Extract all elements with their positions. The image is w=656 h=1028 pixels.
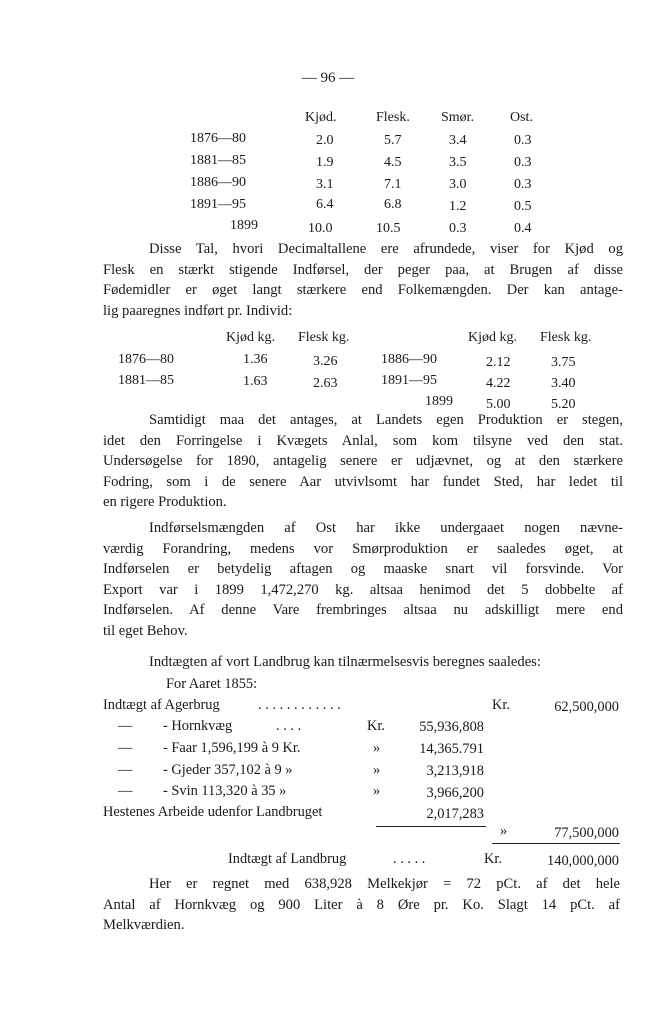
ditto-mark: »: [373, 762, 381, 778]
table-row-period: 1886—90: [381, 352, 437, 367]
text-line: Disse Tal, hvori Decimaltallene ere afrundede, viser for Kjød og: [149, 241, 623, 257]
ditto-dash: —: [118, 718, 133, 734]
row-label: - Faar 1,596,199 à 9 Kr.: [163, 740, 301, 756]
table-header-flesk: Flesk.: [376, 110, 410, 125]
text-line: Antal af Hornkvæg og 900 Liter à 8 Øre pr. Ko. Slagt 14 pCt. af: [103, 896, 620, 913]
table-cell: 6.8: [384, 197, 402, 212]
text-line: til eget Behov.: [103, 622, 188, 639]
amount: 3,213,918: [426, 763, 484, 779]
text-line: en rigere Produktion.: [103, 494, 227, 511]
table-row-period: 1891—95: [381, 373, 437, 388]
paragraph-1: [103, 239, 623, 321]
text-line: Undersøgelse for 1890, antagelig senere er udjævnet, og at den stærkere: [103, 453, 623, 470]
text-line: Indtægten af vort Landbrug kan tilnærmelsesvis beregnes saaledes:: [149, 654, 541, 670]
row-label: - Gjeder 357,102 à 9 »: [163, 762, 293, 778]
table-header-kjod: Kjød kg.: [468, 330, 517, 345]
sum-rule: [492, 843, 620, 844]
text-line: Fødemidler er øget langt stærkere end Folkemængden. Der kan antage-: [103, 282, 623, 299]
table-row-period: 1899: [425, 394, 453, 409]
amount: 77,500,000: [554, 825, 619, 841]
table-cell: 2.63: [313, 376, 338, 391]
table-cell: 5.20: [551, 397, 576, 412]
table-cell: 3.5: [449, 155, 467, 170]
ditto-mark: »: [373, 740, 381, 756]
table-cell: 10.5: [376, 221, 401, 236]
table-cell: 3.4: [449, 133, 467, 148]
sum-rule: [376, 826, 486, 827]
ditto-dash: —: [118, 783, 133, 799]
table-cell: 5.00: [486, 397, 511, 412]
table-cell: 0.3: [514, 177, 532, 192]
page-number: — 96 —: [301, 70, 355, 86]
table-header-flesk: Flesk kg.: [298, 330, 350, 345]
text-line: Indførselen. Af denne Vare frembringes altsaa nu adskilligt mere end: [103, 602, 623, 619]
table-header-ost: Ost.: [510, 110, 533, 125]
amount: 14,365.791: [419, 741, 484, 757]
paragraph-2: [103, 410, 623, 513]
amount: 2,017,283: [426, 806, 484, 822]
paragraph-5: [103, 874, 620, 936]
text-line: Flesk en stærkt stigende Indførsel, der peger paa, at Brugen af disse: [103, 261, 623, 278]
text-line: Fodring, som i de senere Aar utvivlsomt har fundet Sted, har ledet til: [103, 473, 623, 490]
currency: Kr.: [367, 718, 385, 734]
table-header-kjod: Kjød.: [305, 110, 337, 125]
row-label: Indtægt af Agerbrug: [103, 697, 220, 713]
text-line: lig paaregnes indført pr. Individ:: [103, 302, 293, 319]
amount: 140,000,000: [547, 853, 619, 869]
text-line: Samtidigt maa det antages, at Landets egen Produktion er stegen,: [149, 412, 623, 428]
table-cell: 10.0: [308, 221, 333, 236]
currency: Kr.: [484, 851, 502, 867]
table-header-flesk: Flesk kg.: [540, 330, 592, 345]
text-line: Melkværdien.: [103, 917, 185, 934]
amount: 62,500,000: [554, 699, 619, 715]
table-cell: 5.7: [384, 133, 402, 148]
table-cell: 0.4: [514, 221, 532, 236]
table-row-period: 1881—85: [118, 373, 174, 388]
table-cell: 0.3: [449, 221, 467, 236]
table-cell: 3.26: [313, 354, 338, 369]
table-cell: 2.0: [316, 133, 334, 148]
table-cell: 1.36: [243, 352, 268, 367]
row-label: Hestenes Arbeide udenfor Landbruget: [103, 804, 323, 820]
table-row-period: 1876—80: [118, 352, 174, 367]
table-cell: 4.5: [384, 155, 402, 170]
table-cell: 2.12: [486, 355, 511, 370]
paragraph-4: [103, 652, 623, 673]
text-line: Her er regnet med 638,928 Melkekjør = 72 pCt. af det hele: [149, 876, 620, 892]
table-cell: 3.1: [316, 177, 334, 192]
ditto-mark: »: [373, 783, 381, 799]
table-cell: 1.2: [449, 199, 467, 214]
row-label: Indtægt af Landbrug: [228, 851, 347, 867]
table-cell: 7.1: [384, 177, 402, 192]
text-line: Indførselsmængden af Ost har ikke undergaaet nogen nævne-: [149, 520, 623, 536]
table-row-period: 1876—80: [190, 131, 246, 146]
text-line: Export var i 1899 1,472,270 kg. altsaa henimod det 5 dobbelte af: [103, 581, 623, 598]
table-cell: 0.3: [514, 133, 532, 148]
paragraph-3: [103, 518, 623, 642]
table-row-period: 1881—85: [190, 153, 246, 168]
table-cell: 0.5: [514, 199, 532, 214]
table-cell: 3.40: [551, 376, 576, 391]
table-row-period: 1886—90: [190, 175, 246, 190]
table-cell: 4.22: [486, 376, 511, 391]
table-row-period: 1899: [230, 218, 258, 233]
text-line: værdig Forandring, medens vor Smørproduktion er saaledes øget, at: [103, 540, 623, 557]
row-label: - Svin 113,320 à 35 »: [163, 783, 287, 799]
row-label: - Hornkvæg: [163, 718, 233, 734]
text-line: idet den Forringelse i Kvægets Anlal, som kom tilsyne ved den stat.: [103, 432, 623, 449]
text-line: Indførselen er betydelig aftagen og maaske snart vil forsvinde. Vor: [103, 561, 623, 578]
table-cell: 1.9: [316, 155, 334, 170]
leader-dots: . . . . . . . . . . . .: [258, 697, 341, 713]
ditto-dash: —: [118, 762, 133, 778]
table-header-smor: Smør.: [441, 110, 475, 125]
ditto-mark: »: [500, 823, 508, 839]
table-cell: 3.0: [449, 177, 467, 192]
year-label: For Aaret 1855:: [166, 676, 258, 692]
leader-dots: . . . .: [276, 718, 302, 734]
table-row-period: 1891—95: [190, 197, 246, 212]
table-cell: 1.63: [243, 374, 268, 389]
amount: 3,966,200: [426, 785, 484, 801]
table-cell: 0.3: [514, 155, 532, 170]
table-cell: 3.75: [551, 355, 576, 370]
ditto-dash: —: [118, 740, 133, 756]
table-header-kjod: Kjød kg.: [226, 330, 275, 345]
amount: 55,936,808: [419, 719, 484, 735]
leader-dots: . . . . .: [393, 851, 426, 867]
currency: Kr.: [492, 697, 510, 713]
table-cell: 6.4: [316, 197, 334, 212]
